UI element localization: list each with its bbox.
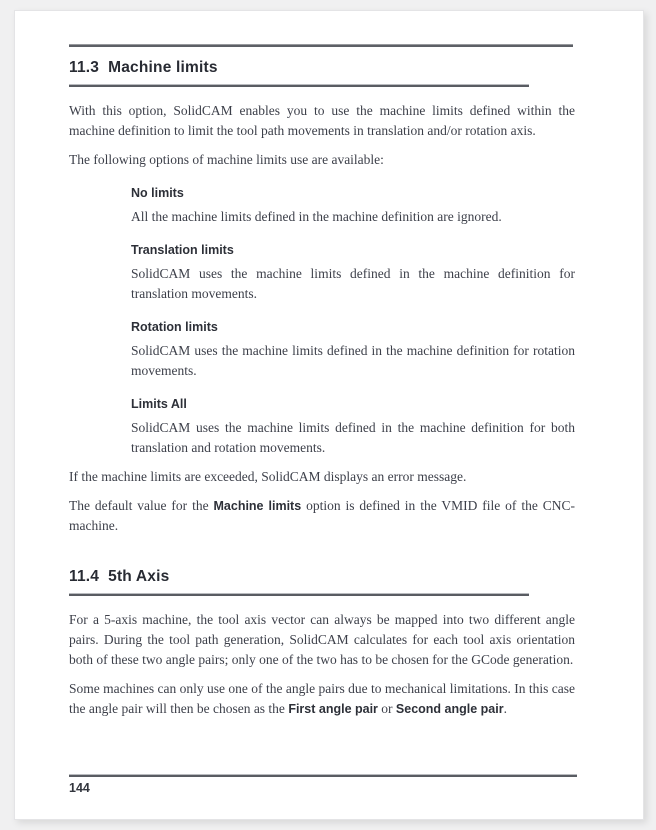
machine-limits-options-list — [69, 183, 575, 458]
intro-paragraph-2: The following options of machine limits use are available: — [69, 152, 384, 167]
option-item-rotation-limits — [131, 317, 575, 381]
default-note-prefix: The default value for the — [69, 498, 214, 513]
option-label: Translation limits — [131, 243, 234, 257]
option-item-no-limits — [131, 183, 575, 227]
option-description: All the machine limits defined in the machine definition are ignored. — [131, 209, 502, 224]
section-113-title: Machine limits — [108, 59, 218, 76]
section-113-heading — [69, 59, 643, 77]
section-114 — [69, 568, 643, 719]
section-113-heading-rule — [69, 84, 529, 87]
intro-paragraph-1: With this option, SolidCAM enables you to use the machine limits defined within the machine definition to limit the tool path movements in translation and/or rotation axis. — [69, 103, 575, 138]
option-item-translation-limits — [131, 240, 575, 304]
document-page — [14, 10, 644, 820]
option-label: No limits — [131, 186, 184, 200]
page-footer — [69, 774, 577, 795]
option-label: Limits All — [131, 397, 187, 411]
para-2-mid: or — [377, 701, 396, 716]
fifth-axis-paragraph-2 — [69, 679, 575, 719]
option-label: Rotation limits — [131, 320, 218, 334]
para-2-prefix: Some machines can only use one of the angle pairs due to mechanical limitations. In this case the angle pair will then be chosen as the — [69, 681, 575, 716]
section-114-heading — [69, 568, 643, 586]
page-top-rule — [69, 44, 573, 47]
default-note-bold-term: Machine limits — [213, 499, 302, 513]
page-content — [15, 11, 643, 819]
option-description: SolidCAM uses the machine limits defined in the machine definition for both translation and rotation movements. — [131, 420, 575, 455]
error-note: If the machine limits are exceeded, SolidCAM displays an error message. — [69, 469, 467, 484]
default-note-suffix: option is defined in the VMID file of the CNC-machine. — [69, 498, 575, 533]
default-value-note — [69, 496, 575, 536]
section-114-heading-rule — [69, 593, 529, 596]
fifth-axis-paragraph-1: For a 5-axis machine, the tool axis vector can always be mapped into two different angle pairs. During the tool path generation, SolidCAM calculates for each tool axis orientation both of these two angle pairs; only one of the two has to be chosen for the GCode generation. — [69, 612, 575, 667]
section-113-body — [69, 101, 575, 536]
section-114-body — [69, 610, 575, 719]
page-number: 144 — [69, 781, 90, 795]
section-114-number: 11.4 — [69, 568, 100, 585]
option-description: SolidCAM uses the machine limits defined in the machine definition for rotation movements. — [131, 343, 575, 378]
option-item-limits-all — [131, 394, 575, 458]
para-2-suffix: . — [503, 701, 507, 716]
second-angle-pair-term: Second angle pair — [395, 702, 504, 716]
section-113-number: 11.3 — [69, 59, 100, 76]
option-description: SolidCAM uses the machine limits defined in the machine definition for translation movements. — [131, 266, 575, 301]
footer-rule — [69, 774, 577, 777]
section-114-title: 5th Axis — [108, 568, 170, 585]
first-angle-pair-term: First angle pair — [288, 702, 378, 716]
